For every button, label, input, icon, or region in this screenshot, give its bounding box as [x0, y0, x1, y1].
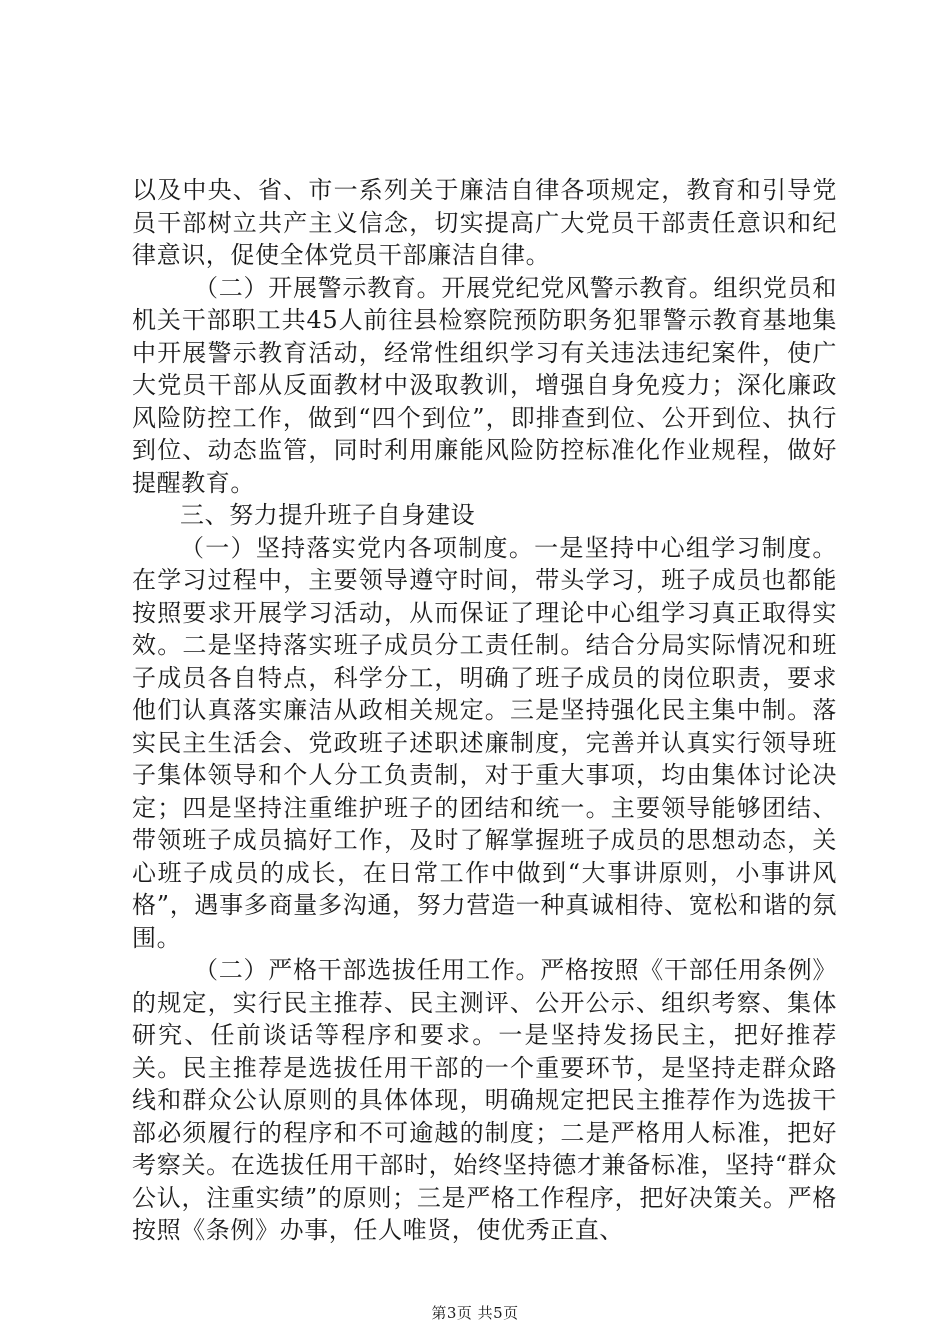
- paragraph-party-systems: （一）坚持落实党内各项制度。一是坚持中心组学习制度。在学习过程中，主要领导遵守时间，带头学习，班子成员也都能按照要求开展学习活动，从而保证了理论中心组学习真正取得实效。二是坚持落实班子成员分工责任制。结合分局实际情况和班子成员各自特点，科学分工，明确了班子成员的岗位职责，要求他们认真落实廉洁从政相关规定。三是坚持强化民主集中制。落实民主生活会、党政班子述职述廉制度，完善并认真实行领导班子集体领导和个人分工负责制，对于重大事项，均由集体讨论决定；四是坚持注重维护班子的团结和统一。主要领导能够团结、带领班子成员搞好工作，及时了解掌握班子成员的思想动态，关心班子成员的成长，在日常工作中做到“大事讲原则，小事讲风格”，遇事多商量多沟通，努力营造一种真诚相待、宽松和谐的氛围。: [132, 533, 837, 952]
- paragraph-continuation: 以及中央、省、市一系列关于廉洁自律各项规定，教育和引导党员干部树立共产主义信念，切实提高广大党员干部责任意识和纪律意识，促使全体党员干部廉洁自律。: [132, 176, 837, 269]
- section-heading-3: 三、努力提升班子自身建设: [180, 501, 476, 529]
- paragraph-cadre-selection: （二）严格干部选拔任用工作。严格按照《干部任用条例》的规定，实行民主推荐、民主测评、公开公示、组织考察、集体研究、任前谈话等程序和要求。一是坚持发扬民主，把好推荐关。民主推荐是选拔任用干部的一个重要环节，是坚持走群众路线和群众公认原则的具体体现，明确规定把民主推荐作为选拔干部必须履行的程序和不可逾越的制度；二是严格用人标准，把好考察关。在选拔任用干部时，始终坚持德才兼备标准，坚持“群众公认，注重实绩”的原则；三是严格工作程序，把好决策关。严格按照《条例》办事，任人唯贤，使优秀正直、: [132, 956, 837, 1244]
- document-body: [132, 174, 837, 1247]
- paragraph-warning-education: （二）开展警示教育。开展党纪党风警示教育。组织党员和机关干部职工共45人前往县检察院预防职务犯罪警示教育基地集中开展警示教育活动，经常性组织学习有关违法违纪案件，使广大党员干部从反面教材中汲取教训，增强自身免疫力；深化廉政风险防控工作，做到“四个到位”，即排查到位、公开到位、执行到位、动态监管，同时利用廉能风险防控标准化作业规程，做好提醒教育。: [132, 273, 837, 497]
- page-number-footer: 第3页 共5页: [431, 1304, 519, 1322]
